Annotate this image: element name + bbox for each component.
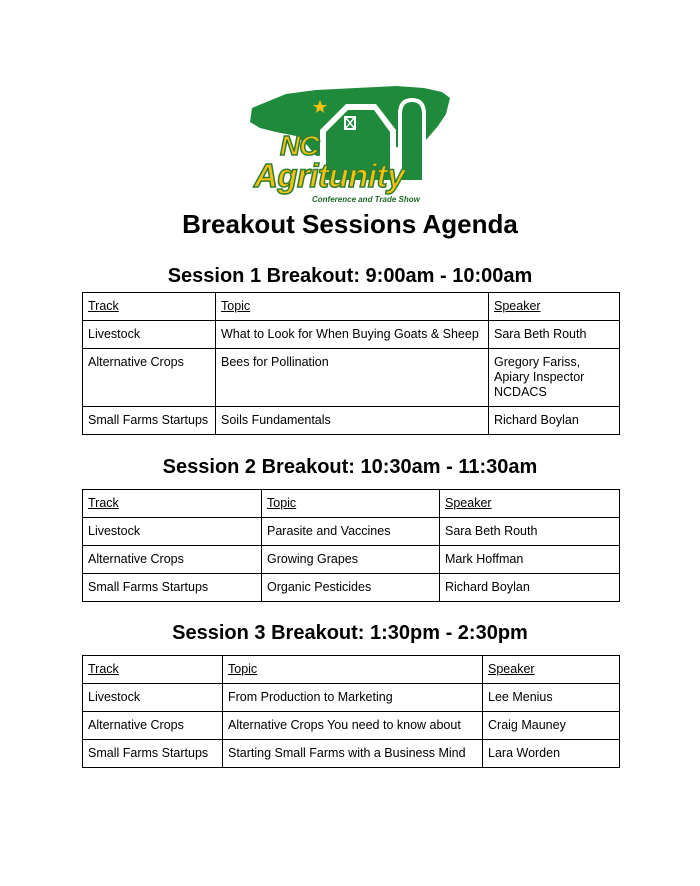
header-track: Track <box>83 490 262 518</box>
cell-track: Alternative Crops <box>83 349 216 407</box>
cell-topic: Organic Pesticides <box>262 574 440 602</box>
cell-speaker: Mark Hoffman <box>440 546 620 574</box>
table-row <box>83 546 620 574</box>
session-2-heading: Session 2 Breakout: 10:30am - 11:30am <box>162 456 538 478</box>
cell-speaker: Lara Worden <box>483 740 620 768</box>
table-row <box>83 518 620 546</box>
cell-topic: Soils Fundamentals <box>216 407 489 435</box>
cell-track: Livestock <box>83 518 262 546</box>
cell-topic: Growing Grapes <box>262 546 440 574</box>
cell-topic: Alternative Crops You need to know about <box>223 712 483 740</box>
cell-track: Alternative Crops <box>83 712 223 740</box>
cell-topic: Parasite and Vaccines <box>262 518 440 546</box>
table-row <box>83 684 620 712</box>
cell-speaker: Sara Beth Routh <box>440 518 620 546</box>
logo-brand-text: Agritunity <box>254 157 405 194</box>
table-row <box>83 321 620 349</box>
table-row <box>83 349 620 407</box>
table-header-row <box>83 656 620 684</box>
cell-speaker: Lee Menius <box>483 684 620 712</box>
cell-topic: Starting Small Farms with a Business Mind <box>223 740 483 768</box>
cell-track: Small Farms Startups <box>83 740 223 768</box>
header-topic: Topic <box>223 656 483 684</box>
cell-track: Small Farms Startups <box>83 407 216 435</box>
table-row <box>83 712 620 740</box>
table-header-row <box>83 490 620 518</box>
session-2-table <box>82 489 620 602</box>
cell-speaker: Craig Mauney <box>483 712 620 740</box>
cell-track: Livestock <box>83 684 223 712</box>
table-row <box>83 407 620 435</box>
cell-track: Alternative Crops <box>83 546 262 574</box>
logo-tagline: Conference and Trade Show <box>312 195 420 204</box>
header-topic: Topic <box>262 490 440 518</box>
cell-speaker: Gregory Fariss, Apiary Inspector NCDACS <box>489 349 620 407</box>
cell-speaker: Richard Boylan <box>489 407 620 435</box>
cell-speaker: Sara Beth Routh <box>489 321 620 349</box>
table-header-row <box>83 293 620 321</box>
cell-topic: From Production to Marketing <box>223 684 483 712</box>
session-1-heading: Session 1 Breakout: 9:00am - 10:00am <box>167 265 533 287</box>
session-3-heading: Session 3 Breakout: 1:30pm - 2:30pm <box>172 622 528 644</box>
session-3-table <box>82 655 620 768</box>
cell-track: Livestock <box>83 321 216 349</box>
header-track: Track <box>83 293 216 321</box>
header-speaker: Speaker <box>440 490 620 518</box>
table-row <box>83 574 620 602</box>
cell-topic: What to Look for When Buying Goats & Sheep <box>216 321 489 349</box>
cell-topic: Bees for Pollination <box>216 349 489 407</box>
cell-track: Small Farms Startups <box>83 574 262 602</box>
table-row <box>83 740 620 768</box>
session-1-table <box>82 292 620 435</box>
header-speaker: Speaker <box>483 656 620 684</box>
header-speaker: Speaker <box>489 293 620 321</box>
logo-nc-text: NC <box>280 130 319 161</box>
header-topic: Topic <box>216 293 489 321</box>
cell-speaker: Richard Boylan <box>440 574 620 602</box>
page-title: Breakout Sessions Agenda <box>182 209 518 239</box>
header-track: Track <box>83 656 223 684</box>
